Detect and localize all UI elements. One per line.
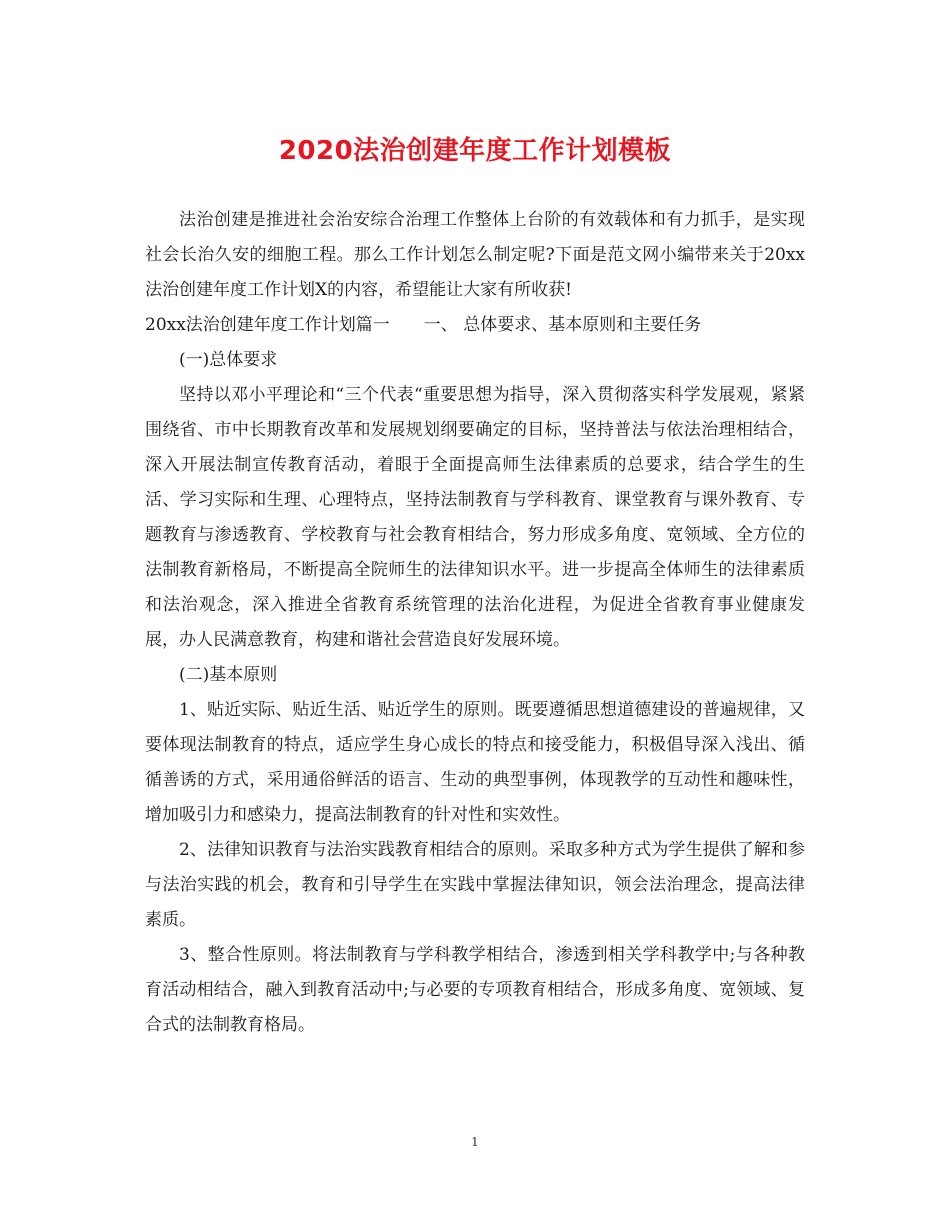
intro-paragraph: 法治创建是推进社会治安综合治理工作整体上台阶的有效载体和有力抓手，是实现社会长治久安的细胞工程。那么工作计划怎么制定呢?下面是范文网小编带来关于20xx法治创建年度工作计划X的内容，希望能让大家有所收获!: [145, 210, 805, 300]
principle-2-paragraph: 2、法律知识教育与法治实践教育相结合的原则。采取多种方式为学生提供了解和参与法治实践的机会，教育和引导学生在实践中掌握法律知识，领会法治理念，提高法律素质。: [145, 840, 805, 930]
page-number: 1: [471, 1135, 479, 1149]
subheading-basic-principles: (二)基本原则: [179, 665, 278, 685]
page-title: 2020法治创建年度工作计划模板: [278, 136, 672, 166]
document-body: [145, 203, 805, 1043]
subheading-general-requirements: (一)总体要求: [179, 350, 278, 370]
principle-3-paragraph: 3、整合性原则。将法制教育与学科教学相结合，渗透到相关学科教学中;与各种教育活动相结合，融入到教育活动中;与必要的专项教育相结合，形成多角度、宽领域、复合式的法制教育格局。: [145, 945, 805, 1035]
principle-1-paragraph: 1、贴近实际、贴近生活、贴近学生的原则。既要遵循思想道德建设的普遍规律，又要体现法制教育的特点，适应学生身心成长的特点和接受能力，积极倡导深入浅出、循循善诱的方式，采用通俗鲜活的语言、生动的典型事例，体现教学的互动性和趣味性，增加吸引力和感染力，提高法制教育的针对性和实效性。: [145, 700, 805, 825]
section-heading-line: 20xx法治创建年度工作计划篇一 一、 总体要求、基本原则和主要任务: [145, 315, 702, 335]
general-requirements-paragraph: 坚持以邓小平理论和“三个代表“重要思想为指导，深入贯彻落实科学发展观，紧紧围绕省、市中长期教育改革和发展规划纲要确定的目标，坚持普法与依法治理相结合，深入开展法制宣传教育活动，着眼于全面提高师生法律素质的总要求，结合学生的生活、学习实际和生理、心理特点，坚持法制教育与学科教育、课堂教育与课外教育、专题教育与渗透教育、学校教育与社会教育相结合，努力形成多角度、宽领域、全方位的法制教育新格局，不断提高全院师生的法律知识水平。进一步提高全体师生的法律素质和法治观念，深入推进全省教育系统管理的法治化进程，为促进全省教育事业健康发展，办人民满意教育，构建和谐社会营造良好发展环境。: [145, 385, 805, 650]
